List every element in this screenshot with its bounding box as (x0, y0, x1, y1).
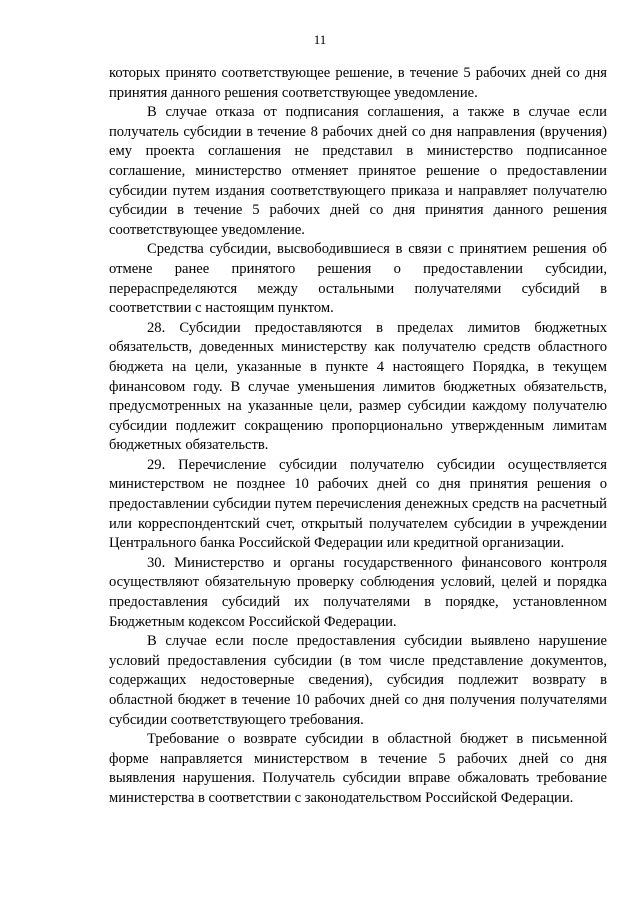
paragraph-clause-30: 30. Министерство и органы государственного финансового контроля осуществляют обязательную проверку соблюдения условий, целей и порядка предоставления субсидий их получателями в порядке, установленном Бюджетным кодексом Российской Федерации. (109, 554, 607, 630)
paragraph-return-requirement: Требование о возврате субсидии в областной бюджет в письменной форме направляется министерством в течение 5 рабочих дней со дня выявления нарушения. Получатель субсидии вправе обжаловать требование министерства в соответствии с законодательством Российской Федерации. (109, 731, 607, 806)
paragraph-clause-28: 28. Субсидии предоставляются в пределах лимитов бюджетных обязательств, доведенных министерству как получателю средств областного бюджета на цели, указанные в пункте 4 настоящего Порядка, в текущем финансовом году. В случае уменьшения лимитов бюджетных обязательств, предусмотренных на указанные цели, размер субсидии каждому получателю субсидии подлежит сокращению пропорционально утвержденным лимитам бюджетных обязательств. (109, 319, 607, 454)
paragraph-redistribution: Средства субсидии, высвободившиеся в связи с принятием решения об отмене ранее принятого решения о предоставлении субсидии, перераспределяются между остальными получателями субсидий в соответствии с настоящим пунктом. (109, 241, 607, 317)
paragraph-refusal-of-agreement: В случае отказа от подписания соглашения, а также в случае если получатель субсидии в течение 8 рабочих дней со дня направления (вручения) ему проекта соглашения не представил в министерство подписанное соглашение, министерство отменяет принятое решение о предоставлении субсидии путем издания соответствующего приказа и направляет получателю субсидии в течение 5 рабочих дней со дня принятия данного решения соответствующее уведомление. (109, 104, 607, 238)
paragraph-clause-29: 29. Перечисление субсидии получателю субсидии осуществляется министерством не позднее 10 рабочих дней со дня принятия решения о предоставлении субсидии путем перечисления денежных средств на расчетный или корреспондентский счет, открытый получателем субсидии в учреждении Центрального банка Российской Федерации или кредитной организации. (109, 456, 607, 552)
document-body (109, 64, 607, 809)
page-number: 11 (313, 32, 327, 47)
paragraph-violation-return: В случае если после предоставления субсидии выявлено нарушение условий предоставления субсидии (в том числе представление документов, содержащих недостоверные сведения), субсидия подлежит возврату в областной бюджет в течение 10 рабочих дней со дня получения получателями субсидии соответствующего требования. (109, 633, 607, 728)
paragraph-continuation: которых принято соответствующее решение, в течение 5 рабочих дней со дня принятия данного решения соответствующее уведомление. (109, 65, 607, 101)
